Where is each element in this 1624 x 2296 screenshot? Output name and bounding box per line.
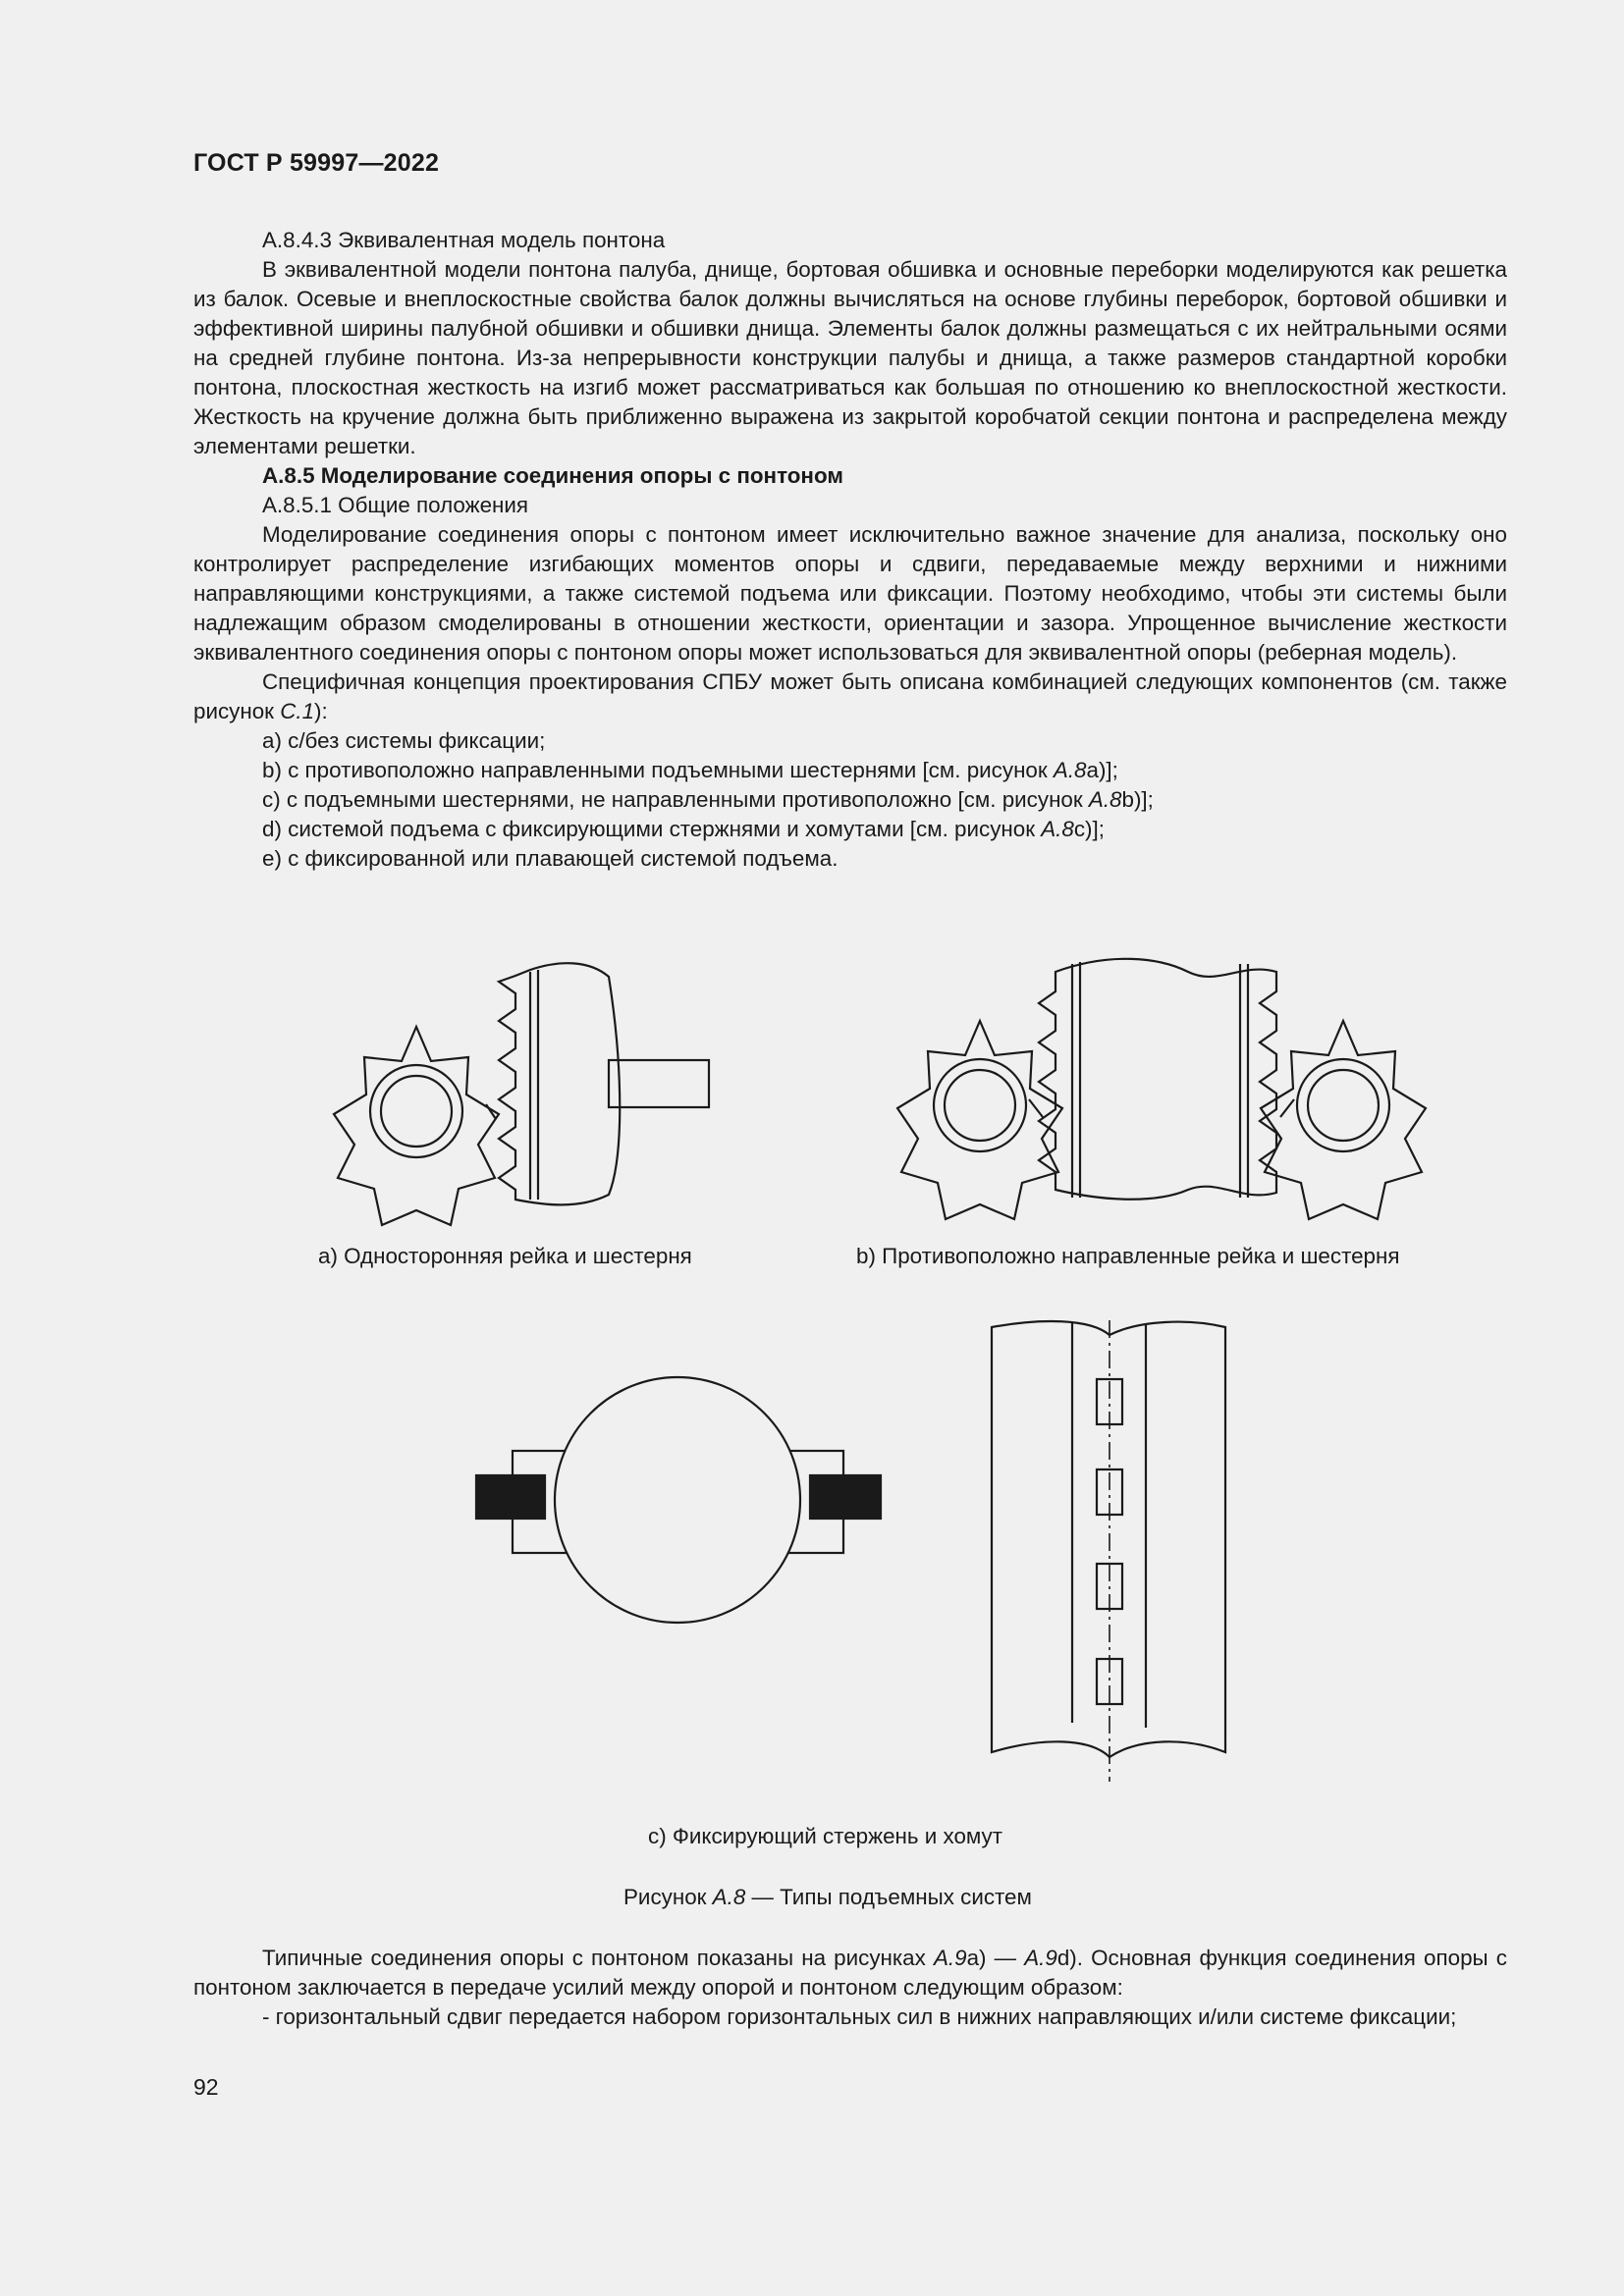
pinion-hub-inner	[945, 1070, 1015, 1141]
list-item: e) с фиксированной или плавающей системой подъема.	[262, 846, 839, 871]
list-item: d) системой подъема с фиксирующими стержнями и хомутами [см. рисунок А.8c)];	[262, 817, 1105, 841]
pinion-hub-inner	[381, 1076, 452, 1147]
pinion-gear-left	[897, 1021, 1062, 1219]
figure-caption-c: с) Фиксирующий стержень и хомут	[648, 1824, 1003, 1848]
engagement-arrow	[1029, 1099, 1043, 1117]
rack-arm	[609, 1060, 709, 1107]
section-heading-bold: А.8.5 Моделирование соединения опоры с понтоном	[262, 463, 843, 488]
figure-reference: А.9	[1024, 1946, 1057, 1970]
drawing-a-single-rack-pinion	[334, 963, 709, 1225]
rack-leg	[499, 963, 620, 1204]
figure-reference: А.8	[1088, 787, 1122, 812]
drawing-b-opposed-rack-pinion	[897, 959, 1426, 1219]
figure-caption-b: b) Противоположно направленные рейка и шестерня	[856, 1244, 1400, 1268]
leg-body	[992, 1321, 1225, 1757]
section-heading: А.8.5.1 Общие положения	[262, 493, 529, 517]
drawing-c-clamp	[476, 1377, 881, 1623]
pinion-hub-outer	[1297, 1059, 1389, 1151]
list-item: а) с/без системы фиксации;	[262, 728, 546, 753]
bottom-text	[193, 1944, 1507, 2032]
drawing-c-locking-rod	[992, 1320, 1225, 1782]
figure-reference: А.9	[933, 1946, 967, 1970]
list-item: c) с подъемными шестернями, не направленными противоположно [см. рисунок А.8b)];	[262, 787, 1154, 812]
list-item: b) с противоположно направленными подъемными шестернями [см. рисунок А.8a)];	[262, 758, 1118, 782]
figure-caption-a: а) Односторонняя рейка и шестерня	[318, 1244, 692, 1268]
section-heading: А.8.4.3 Эквивалентная модель понтона	[262, 228, 666, 252]
paragraph-text: ):	[314, 699, 328, 723]
paragraph: - горизонтальный сдвиг передается набором горизонтальных сил в нижних направляющих и/или системе фиксации;	[262, 2004, 1457, 2029]
figure-reference: А.8	[1053, 758, 1087, 782]
figure-reference: С.1	[280, 699, 315, 723]
paragraph: В эквивалентной модели понтона палуба, днище, бортовая обшивка и основные переборки моделируются как решетка из балок. Осевые и внеплоскостные свойства балок должны вычисляться на основе глубины переборок, бортовой обшивки и эффективной ширины палубной обшивки и обшивки днища. Элементы балок должны размещаться с их нейтральными осями на средней глубине понтона. Из-за непрерывности конструкции палубы и днища, а также размеров стандартной коробки понтона, плоскостная жесткость на изгиб может рассматриваться как большая по отношению ко внеплоскостной жесткости. Жесткость на кручение должна быть приближенно выражена из закрытой коробчатой секции понтона и распределена между элементами решетки.	[193, 257, 1507, 458]
paragraph-text: Специфичная концепция проектирования СПБУ может быть описана комбинацией следующих компонентов (см. также рисунок	[193, 669, 1507, 723]
paragraph: Моделирование соединения опоры с понтоном имеет исключительно важное значение для анализа, поскольку оно контролирует распределение изгибающих моментов опоры и сдвиги, передаваемые между верхними и нижними направляющими конструкциями, а также системой подъема или фиксации. Поэтому необходимо, чтобы эти системы были надлежащим образом смоделированы в отношении жесткости, ориентации и зазора. Упрощенное вычисление жесткости эквивалентного соединения опоры с понтоном опоры может использоваться для эквивалентной опоры (реберная модель).	[193, 522, 1507, 665]
clamp-block-left	[476, 1475, 545, 1519]
clamp-block-right	[810, 1475, 881, 1519]
pinion-gear-right	[1261, 1021, 1426, 1219]
figure-reference: А.8	[1041, 817, 1074, 841]
round-leg	[555, 1377, 800, 1623]
pinion-gear	[334, 1027, 499, 1225]
paragraph: Типичные соединения опоры с понтоном показаны на рисунках А.9а) — А.9d). Основная функция соединения опоры с понтоном заключается в передаче усилий между опорой и понтоном следующим образом:	[193, 1946, 1507, 2000]
pinion-hub-inner	[1308, 1070, 1379, 1141]
pinion-hub-outer	[370, 1065, 462, 1157]
page-number: 92	[193, 2074, 219, 2100]
figure-title: Рисунок А.8 — Типы подъемных систем	[623, 1885, 1032, 1909]
figure-number: А.8	[712, 1885, 746, 1909]
document-header: ГОСТ Р 59997—2022	[193, 149, 440, 177]
engagement-arrow	[1280, 1099, 1294, 1117]
pinion-hub-outer	[934, 1059, 1026, 1151]
